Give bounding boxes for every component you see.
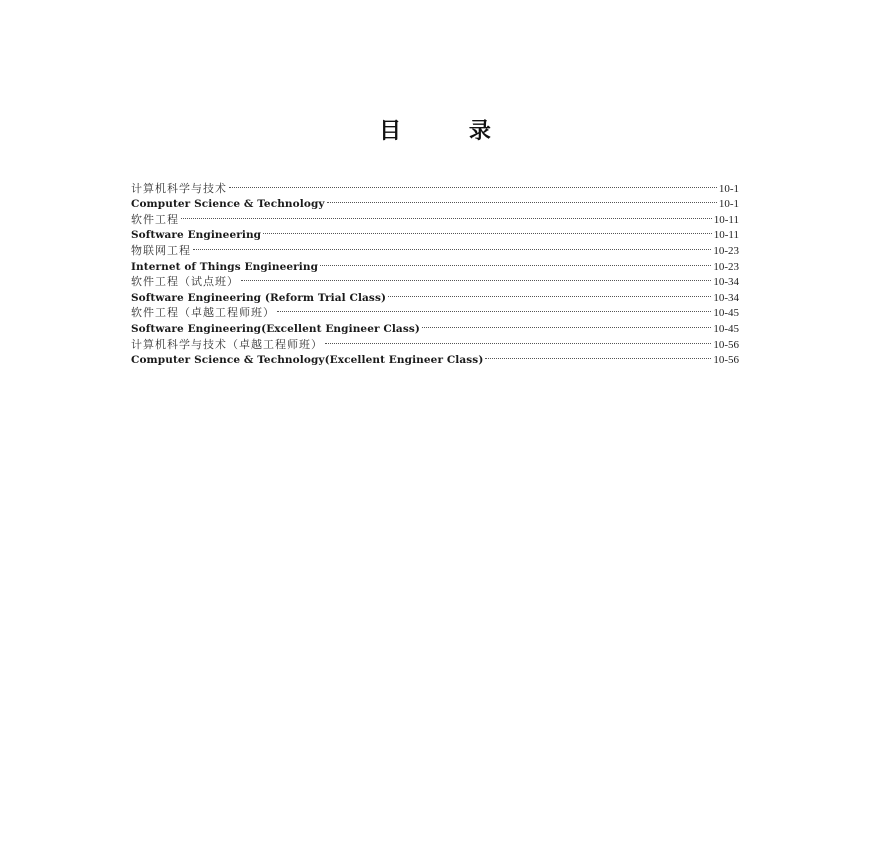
- toc-dot-leader: [422, 316, 711, 332]
- toc-entry-label: 软件工程: [131, 212, 179, 226]
- toc-entry-label: 物联网工程: [131, 243, 191, 257]
- toc-dot-leader: [193, 238, 711, 254]
- toc-entry-label: 软件工程（试点班）: [131, 275, 239, 289]
- toc-dot-leader: [388, 285, 711, 301]
- toc-dot-leader: [229, 176, 717, 192]
- toc-entry-page: 10-1: [718, 198, 739, 211]
- toc-entry-label: 计算机科学与技术: [131, 181, 227, 195]
- toc-dot-leader: [485, 348, 711, 364]
- toc-entry-page: 10-11: [713, 213, 739, 226]
- toc-entry-page: 10-1: [718, 182, 739, 195]
- toc-entry-label: Computer Science & Technology(Excellent Engineer Class): [131, 354, 484, 367]
- toc-entry-label: Software Engineering: [131, 229, 262, 242]
- toc-entry[interactable]: [131, 176, 739, 195]
- toc-entry-label: Computer Science & Technology: [131, 198, 325, 211]
- toc-entry-page: 10-45: [713, 322, 739, 335]
- toc-entry-page: 10-45: [713, 307, 739, 320]
- toc-dot-leader: [327, 192, 717, 208]
- page-title: 目 录: [379, 118, 521, 144]
- toc-entry[interactable]: [131, 223, 739, 242]
- toc-dot-leader: [277, 301, 711, 317]
- toc-entry-page: 10-23: [713, 244, 739, 257]
- toc-entry-page: 10-34: [713, 291, 739, 304]
- toc-entry-page: 10-56: [713, 354, 739, 367]
- table-of-contents: [131, 176, 739, 367]
- toc-dot-leader: [263, 223, 712, 239]
- toc-entry[interactable]: [131, 254, 739, 273]
- toc-entry-page: 10-34: [713, 276, 739, 289]
- toc-dot-leader: [181, 207, 712, 223]
- toc-entry-page: 10-23: [713, 260, 739, 273]
- toc-dot-leader: [320, 254, 711, 270]
- toc-entry-page: 10-56: [713, 338, 739, 351]
- toc-entry[interactable]: [131, 207, 739, 226]
- toc-entry-label: Internet of Things Engineering: [131, 260, 319, 273]
- toc-entry[interactable]: [131, 238, 739, 257]
- toc-entry-label: 软件工程（卓越工程师班）: [131, 306, 275, 320]
- toc-entry-page: 10-11: [713, 229, 739, 242]
- toc-dot-leader: [325, 332, 711, 348]
- toc-entry-label: 计算机科学与技术（卓越工程师班）: [131, 337, 323, 351]
- toc-entry-label: Software Engineering(Excellent Engineer Class): [131, 322, 420, 335]
- toc-dot-leader: [241, 270, 711, 286]
- toc-entry-label: Software Engineering (Reform Trial Class): [131, 291, 387, 304]
